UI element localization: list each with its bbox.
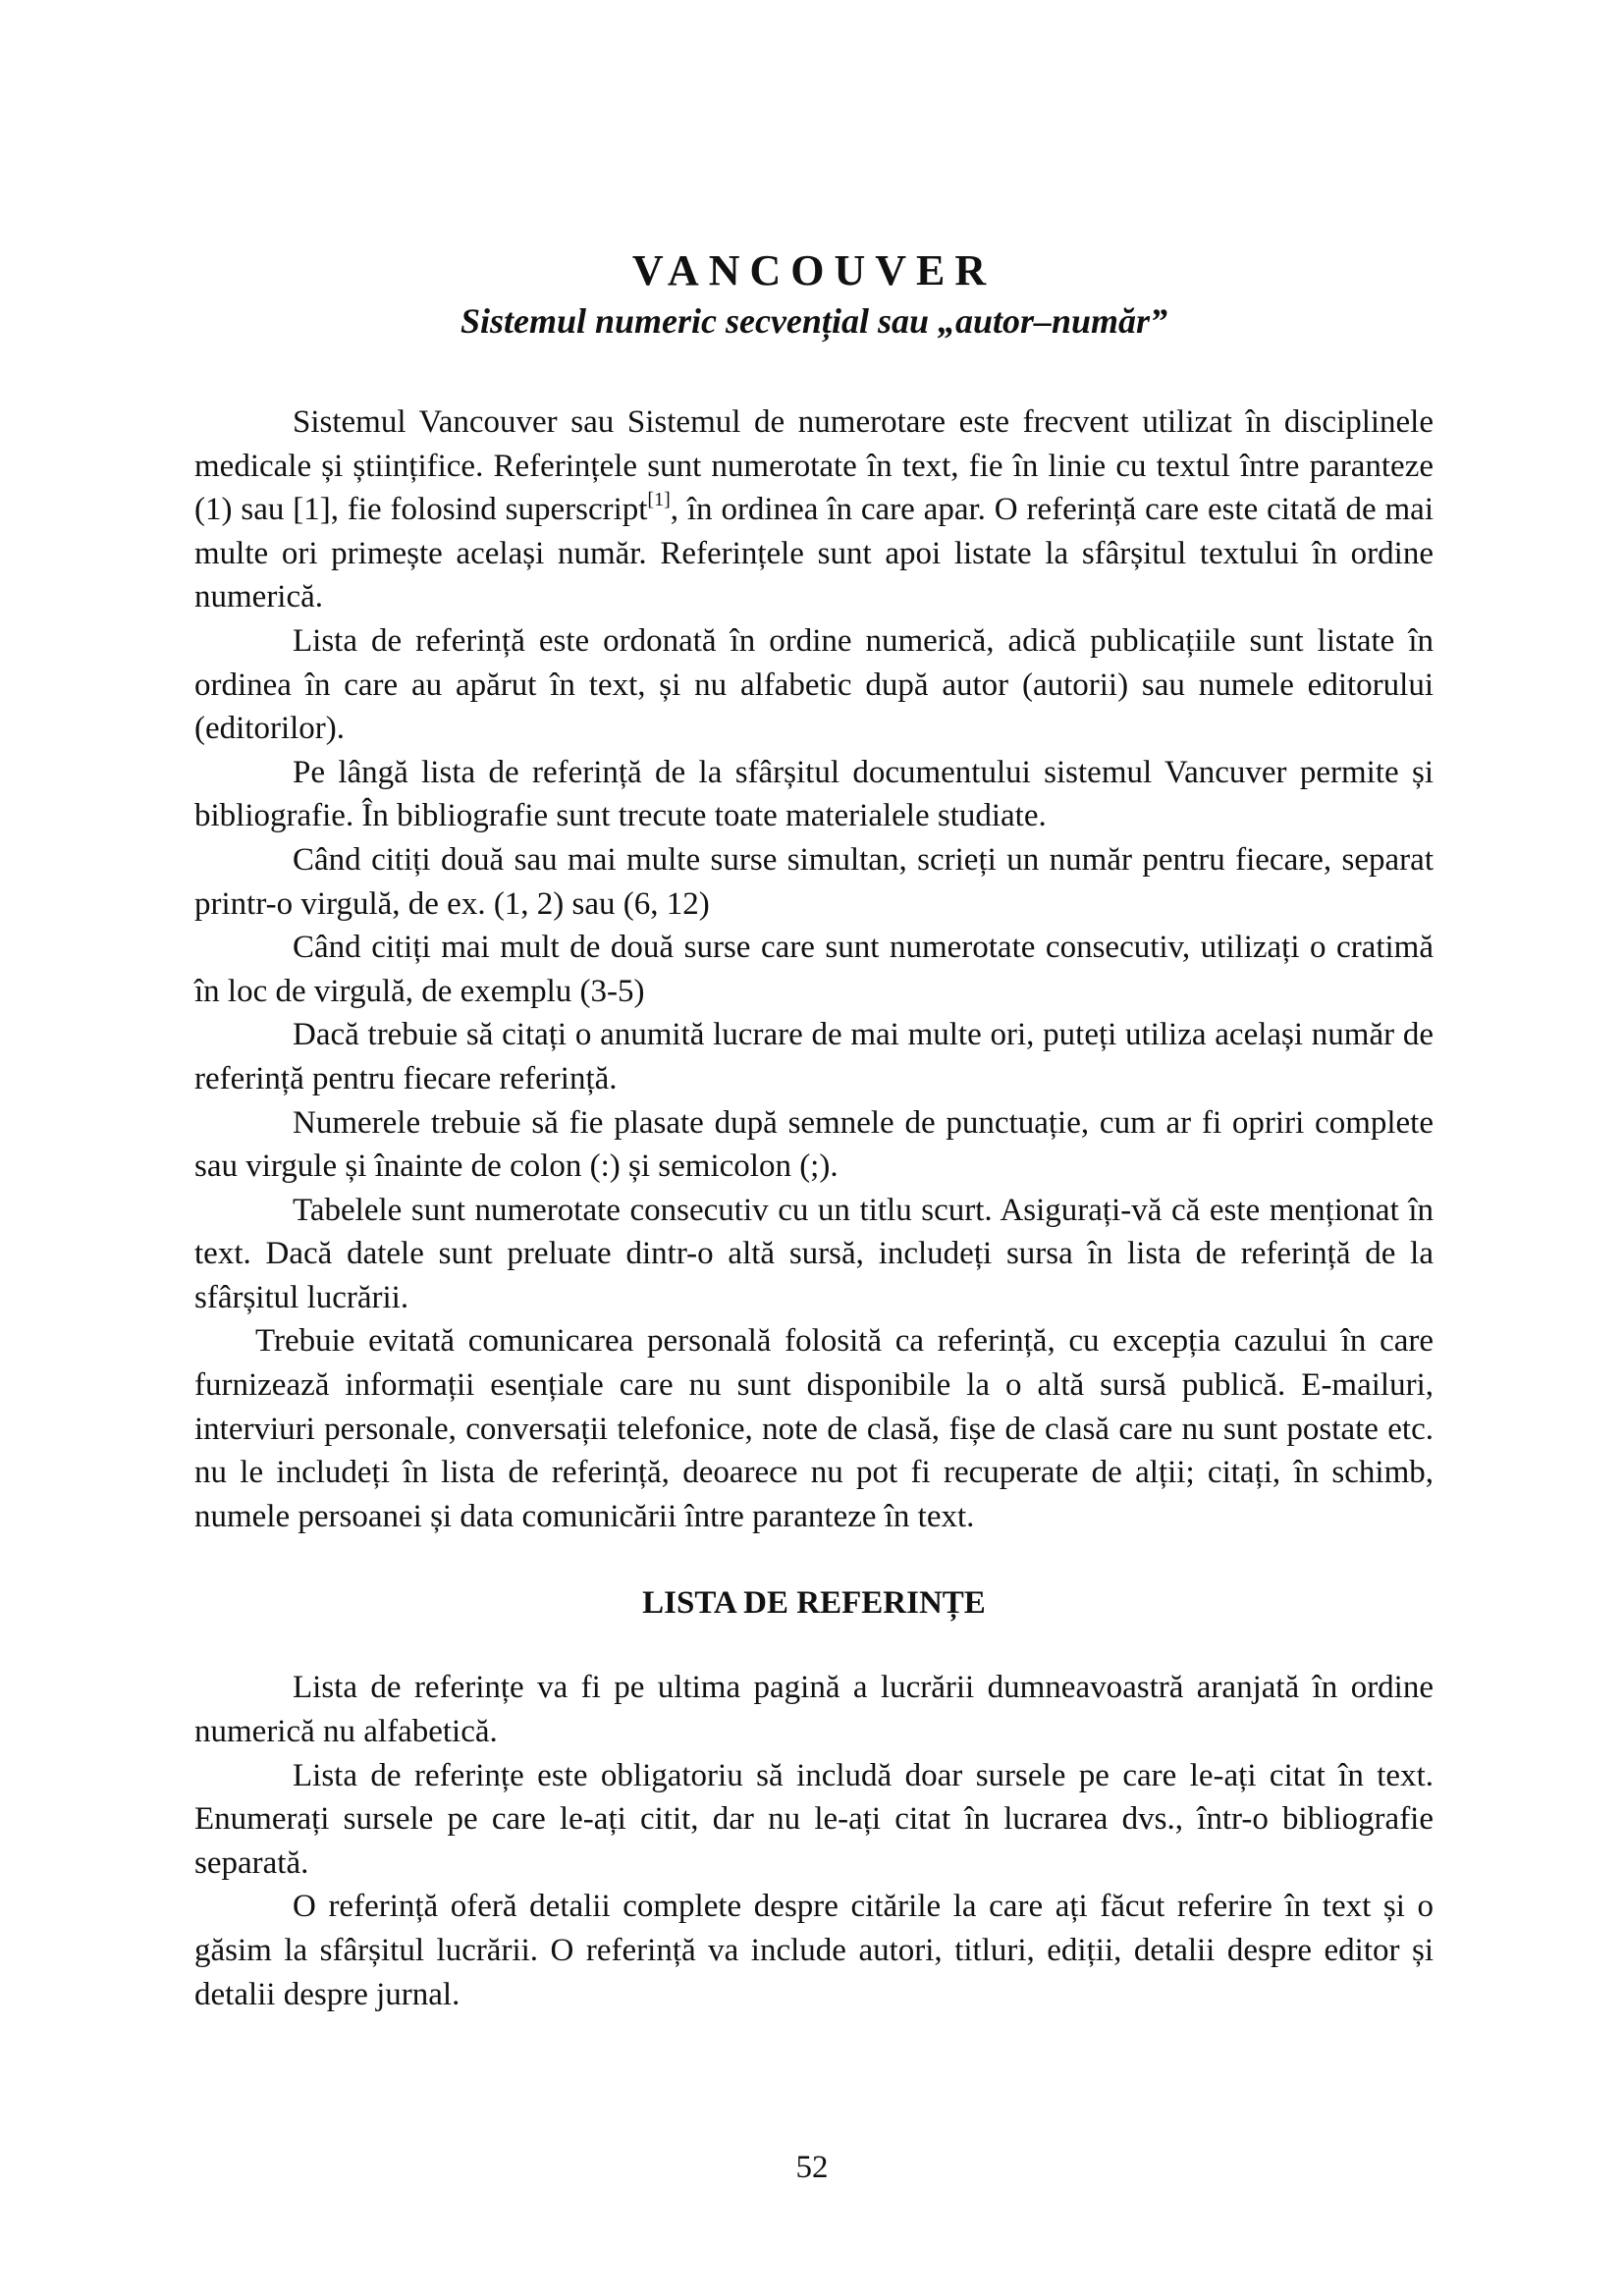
paragraph-intro-text-end: , în ordinea în care apar. O referință care este citată de mai multe ori primește același număr. Referințele sunt apoi listate la sfârșitul textului în ordine numerică.	[194, 492, 1434, 615]
paragraph-intro	[194, 400, 1434, 619]
paragraph-repeat-citation: Dacă trebuie să citați o anumită lucrare de mai multe ori, puteți utiliza același număr de referință pentru fiecare referință.	[194, 1017, 1434, 1096]
document-subtitle: Sistemul numeric secvențial sau „autor–număr”	[460, 301, 1168, 341]
superscript-citation-example: [1]	[647, 489, 671, 511]
paragraph-multiple-sources: Când citiți două sau mai multe surse simultan, scrieți un număr pentru fiecare, separat printr-o virgulă, de ex. (1, 2) sau (6, 12)	[194, 841, 1434, 922]
paragraph-punctuation: Numerele trebuie să fie plasate după semnele de punctuație, cum ar fi opriri complete sau virgule și înainte de colon (:) și semicolon (;).	[194, 1104, 1434, 1185]
paragraph-references-last-page: Lista de referințe va fi pe ultima pagină a lucrării dumneavoastră aranjată în ordine numerică nu alfabetică.	[194, 1670, 1434, 1750]
section-heading-references: LISTA DE REFERINȚE	[642, 1585, 986, 1622]
document-page	[194, 226, 1434, 2016]
paragraph-references-cited-only: Lista de referințe este obligatoriu să includă doar sursele pe care le-ați citat în text. Enumerați sursele pe care le-ați citit, dar nu le-ați citat în lucrarea dvs., într-o bibliografie separată.	[194, 1757, 1434, 1881]
paragraph-personal-communication: Trebuie evitată comunicarea personală folosită ca referință, cu excepția cazului în care furnizează informații esențiale care nu sunt disponibile la o altă sursă publică. E-mailuri, interviuri personale, conversații telefonice, note de clasă, fișe de clasă care nu sunt postate etc. nu le includeți în lista de referință, deoarece nu pot fi recuperate de alții; citați, în schimb, numele persoanei și data comunicării între paranteze în text.	[194, 1323, 1434, 1534]
document-title: VANCOUVER	[631, 246, 997, 294]
paragraph-tables: Tabelele sunt numerotate consecutiv cu un titlu scurt. Asigurați-vă că este menționat în text. Dacă datele sunt preluate dintr-o altă sursă, includeți sursa în lista de referință de la sfârșitul lucrării.	[194, 1192, 1434, 1315]
page-number: 52	[795, 2150, 829, 2185]
paragraph-consecutive-sources: Când citiți mai mult de două surse care sunt numerotate consecutiv, utilizați o cratimă în loc de virgulă, de exemplu (3-5)	[194, 930, 1434, 1009]
paragraph-intro-text-start: Sistemul Vancouver sau Sistemul de numerotare este frecvent utilizat în disciplinele medicale și științifice. Referințele sunt numerotate în text, fie în linie cu textul între paranteze (1) sau [1], fie folosind superscript	[194, 404, 1434, 528]
paragraph-bibliography: Pe lângă lista de referință de la sfârșitul documentului sistemul Vancuver permite și bibliografie. În bibliografie sunt trecute toate materialele studiate.	[194, 754, 1434, 834]
paragraph-reference-order: Lista de referință este ordonată în ordine numerică, adică publicațiile sunt listate în ordinea în care au apărut în text, și nu alfabetic după autor (autorii) sau numele editorului (editorilor).	[194, 622, 1434, 747]
paragraph-references-details: O referință oferă detalii complete despre citările la care ați făcut referire în text și o găsim la sfârșitul lucrării. O referință va include autori, titluri, ediții, detalii despre editor și detalii despre jurnal.	[194, 1889, 1434, 2012]
